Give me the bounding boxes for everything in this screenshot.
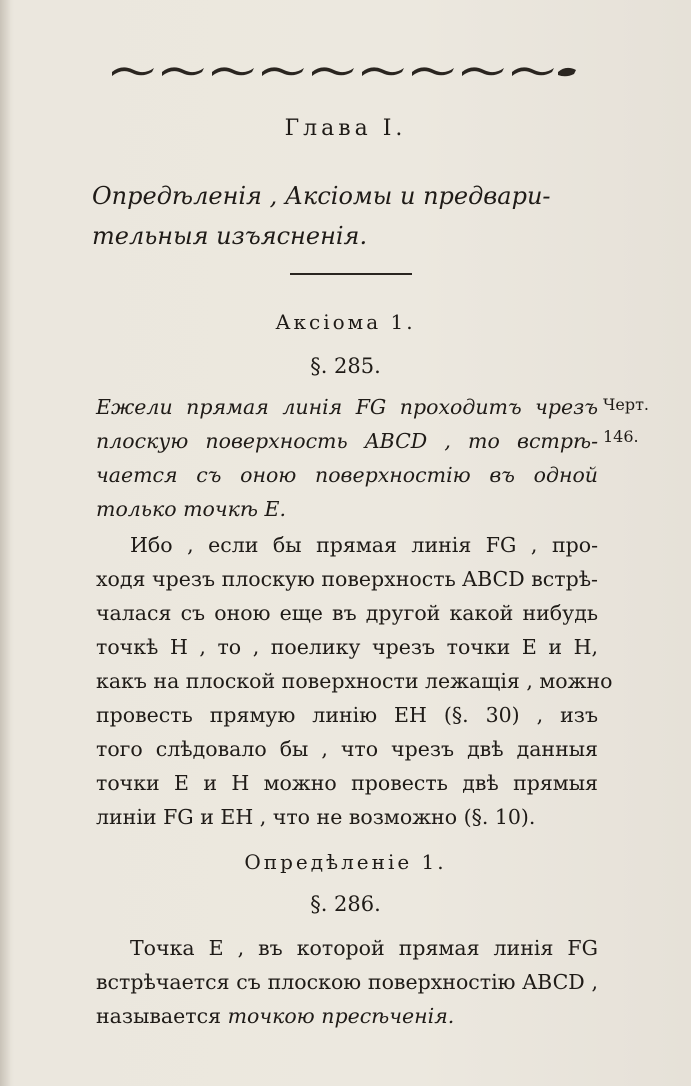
proof-line: Ибо , если бы прямая линія FG , про- [130, 533, 598, 557]
figure-reference-label: Черт. [603, 395, 650, 414]
proof-line: того слѣдовало бы , что чрезъ двѣ данныя [96, 737, 598, 761]
chapter-subtitle-line-1: Опредѣленія , Аксіомы и предвари- [92, 182, 551, 210]
chapter-subtitle-line-2: тельныя изъясненія. [92, 222, 368, 250]
chapter-subtitle [92, 176, 612, 256]
page-spine-shadow [0, 0, 10, 1086]
proof-line: провесть прямую линію EH (§. 30) , изъ [96, 703, 598, 727]
axiom-heading: Аксіома 1. [275, 310, 416, 334]
definition-heading: Опредѣленіе 1. [244, 850, 447, 874]
proof-line: ходя чрезъ плоскую поверхность ABCD встрѣ- [96, 567, 598, 591]
proof-line: точкѣ H , то , поелику чрезъ точки E и H, [96, 635, 598, 659]
definition-section-number: §. 286. [310, 892, 381, 916]
proof-line: линіи FG и EH , что не возможно (§. 10). [96, 805, 536, 829]
axiom-statement-line: плоскую поверхность ABCD , то встрѣ- [96, 429, 598, 453]
axiom-statement-line: Ежели прямая линія FG проходитъ чрезъ [96, 395, 598, 419]
definition-term: точкою пресѣченія. [227, 1004, 455, 1028]
proof-line: какъ на плоской поверхности лежащія , можно [96, 669, 613, 693]
ornamental-border-icon [110, 62, 580, 80]
definition-line: встрѣчается съ плоскою поверхностію ABCD , [96, 970, 598, 994]
definition-line: Точка E , въ которой прямая линія FG [130, 936, 598, 960]
chapter-title: Глава I. [284, 116, 407, 141]
proof-line: точки E и H можно провесть двѣ прямыя [96, 771, 598, 795]
definition-line-last [96, 1004, 598, 1028]
definition-term-intro: называется [96, 1004, 228, 1028]
figure-reference-number: 146. [603, 427, 639, 446]
proof-line: чалася съ оною еще въ другой какой нибудь [96, 601, 598, 625]
section-divider [290, 273, 412, 275]
axiom-statement-line: чается съ оною поверхностію въ одной [96, 463, 598, 487]
axiom-statement-line: только точкѣ E. [96, 497, 286, 521]
axiom-section-number: §. 285. [310, 354, 381, 378]
